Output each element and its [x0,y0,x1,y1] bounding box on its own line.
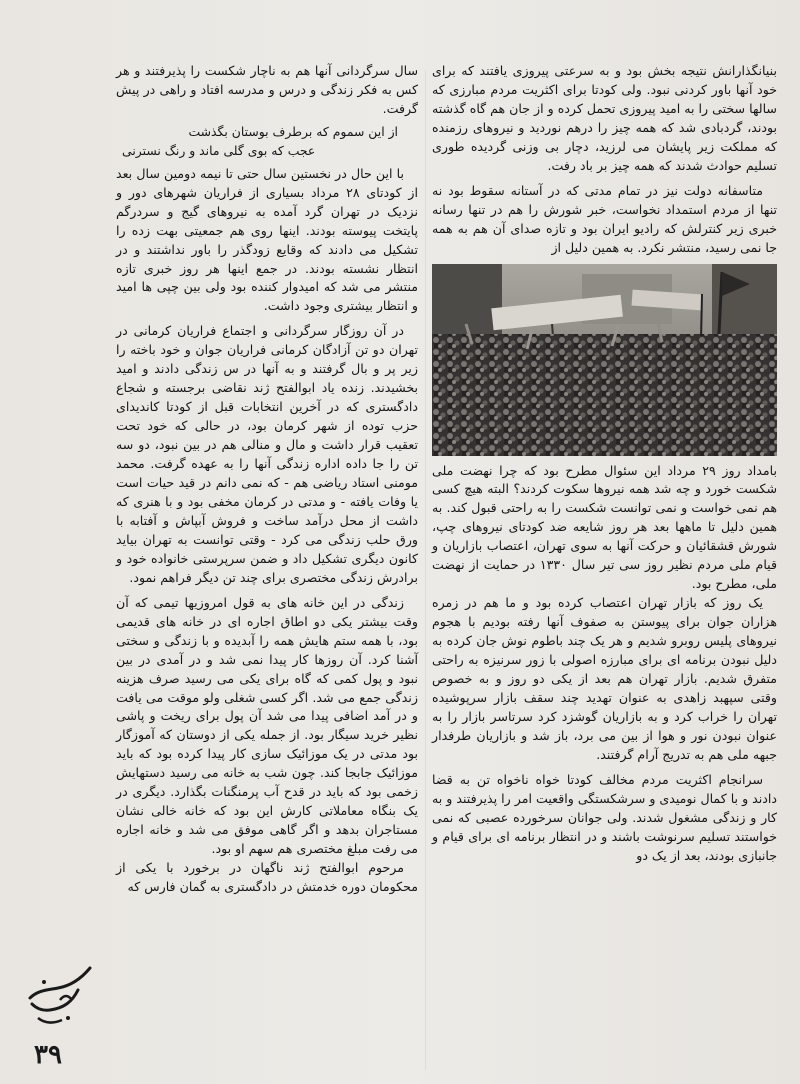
left-paragraph-1: سال سرگردانی آنها هم به ناچار شکست را پذیرفتند و هر کس به فکر زندگی و درس و مدرسه افتاد و راهی در پیش گرفت. [116,63,418,116]
right-paragraph-2: متاسفانه دولت نیز در تمام مدتی که در آستانه سقوط بود نه تنها از مردم استمداد نخواست، خبر شورش را هم در تنها رسانه خبری زیر کنترلش که رادیو ایران بود و تازه صدای آن هم به همه جا نمی رسید، منتشر نکرد. به همین دلیل از [432,182,777,255]
right-column [432,62,777,866]
left-column [116,62,418,897]
left-paragraph-2: با این حال در نخستین سال حتی تا نیمه دومین سال بعد از کودتای ۲۸ مرداد بسیاری از فراریان شهرهای دور و نزدیک در تهران گرد آمده به نیروهای گیج و سردرگم پایتخت پیوسته بودند. اینها روی هم جمعیتی بهت زده را تشکیل می دادند که وقایع زودگذر را باور نداشتند و در انتظار نشسته بودند. در جمع اینها هر روز خبری تازه منتشر می شد که امیدوار کننده بود ولی بین چپی ها امید و انتظار بیشتری وجود داشت. [116,165,418,314]
left-paragraph-4: زندگی در این خانه های به قول امروزیها تیمی که آن وقت بیشتر یکی دو اطاق اجاره ای در خانه های قدیمی بود، با همه ستم هایش همه را آبدیده و با زندگی و سختی آشنا کرد. آن روزها کار پیدا نمی شد و در آمدی در بین نبود و پول کمی که گاه برای یکی می رسید صرف هزینه زندگی جمع می شد. اگر کسی شغلی ولو موقت می یافت و در آمد اضافی پیدا می شد آن پول برای ریخت و پاشی نظیر خرید سیگار بود. از جمله یکی از دوستان که آموزگار بود مدتی در یک موزائیک سازی کار پیدا کرده بود که باید موزائیک جابجا کند. چون شب به خانه می رسید دستهایش زخمی بود که باید در قدح آب پرمنگنات بگذارد. دیگری در یک بنگاه معاملاتی کارش این بود که خانه خالی نشان مستاجران بدهد و اگر گاهی موفق می شد و خانه اجاره می رفت مبلغ مختصری هم سهم او بود. [116,594,418,857]
poem-line-1: از این سموم که برطرف بوستان بگذشت [188,123,398,139]
crowd-photo [432,264,777,456]
right-paragraph-3: بامداد روز ۲۹ مرداد این سئوال مطرح بود که چرا نهضت ملی شکست خورد و چه شد همه نیروها سکوت کردند؟ البته هیچ کسی هم نمی خواست و نمی توانست شکست را به راحتی قبول کند. به همین دلیل تا ماهها بعد هر روز شایعه ضد کودتای نیروهای چپ، شورش قشقائیان و حرکت آنها به سوی تهران، اعتصاب بازاریان و قیام ملی مردم نظیر روز سی تیر سال ۱۳۳۰ در حمایت از نهضت ملی، مطرح بود. [432,462,777,592]
column-divider [425,70,426,1070]
left-paragraph-3: در آن روزگار سرگردانی و اجتماع فراریان کرمانی در تهران دو تن آزادگان کرمانی فراریان جوان و خود باخته را زیر پر و بال گرفتند و به آنها در س زندگی دادند و امید بخشیدند. زنده یاد ابوالفتح ژند نقاضی برجسته و شجاع دادگستری که در آخرین انتخابات قبل از کودتا کاندیدای حزب توده از شهر کرمان بود، در حالی که خود تحت تعقیب قرار داشت و مال و منالی هم در بین نبود، دو سه تن را جا داده اداره زندگی آنها را به عهده گرفت. محمد مومنی استاد ریاضی هم - که نمی دانم در قید حیات است یا وفات یافته - و مدتی در کرمان مخفی بود و با هنری که داشت از محل درآمد ساخت و فروش آبپاش و آفتابه با ورق حلب زندگی می کرد - وقتی توانست به تهران بیاید کانون دیگری تشکیل داد و ضمن سرپرستی خانواده خود و برادرش زندگی مختصری برای چند تن دیگر فراهم نمود. [116,323,418,585]
poem-line-2: عجب که بوی گلی ماند و رنگ نسترنی [122,142,316,158]
page-number: ۳۹ [34,1040,62,1070]
right-paragraph-4: یک روز که بازار تهران اعتصاب کرده بود و ما هم در زمره هزاران جوان برای پیوستن به صفوف آنها رفته بودیم با هجوم نیروهای پلیس روبرو شدیم و هر یک چند باطوم نوش جان کرده به دلیل نبودن برنامه ای برای مبارزه اصولی با زور سرنیزه به راحتی متفرق شدیم. بازار تهران هم بعد از یکی دو روز و به خصوص وقتی سپهبد زاهدی به عنوان تهدید چند سقف بازار سرپوشیده تهران را خراب کرد و به بازاریان گوشزد کرد سرتاسر بازار را به عنوان نبودن نور و هوا از بین می برد، باز شد و بازاریان طرفدار جبهه ملی هم به تدریج آرام گرفتند. [432,595,777,762]
magazine-logo [20,960,100,1030]
crowd-photo-image [432,264,777,456]
kerman-calligraphy-logo [20,960,100,1030]
poem-block [116,123,418,161]
right-paragraph-1: بنیانگذارانش نتیجه بخش بود و به سرعتی پیروزی یافتند که برای خود آنها باور کردنی نبود. ولی کودتا برای اکثریت مردم مبارزی که سالها سختی را به امید پیروزی تحمل کرده و از جان هم گاه گذشته بودند، گردبادی شد که همه چیز را درهم نوردید و نیروهای رزمنده که مملکت زیر پایشان می لرزید، دچار بی وزنی گردیده طوری تسلیم حوادث شدند که همه چیز بر باد رفت. [432,63,777,173]
right-paragraph-5: سرانجام اکثریت مردم مخالف کودتا خواه ناخواه تن به قضا دادند و با کمال نومیدی و سرشکستگی واقعیت امر را پذیرفتند و به کار و زندگی مشغول شدند. ولی جوانان سرخورده عصبی که نمی خواستند تسلیم سرنوشت باشند و در انتظار برنامه ای برای قیام و جانبازی بودند، بعد از یک دو [432,771,777,863]
left-paragraph-5: مرحوم ابوالفتح ژند ناگهان در برخورد با یکی از محکومان دوره خدمتش در دادگستری به گمان فارس که [116,860,418,895]
